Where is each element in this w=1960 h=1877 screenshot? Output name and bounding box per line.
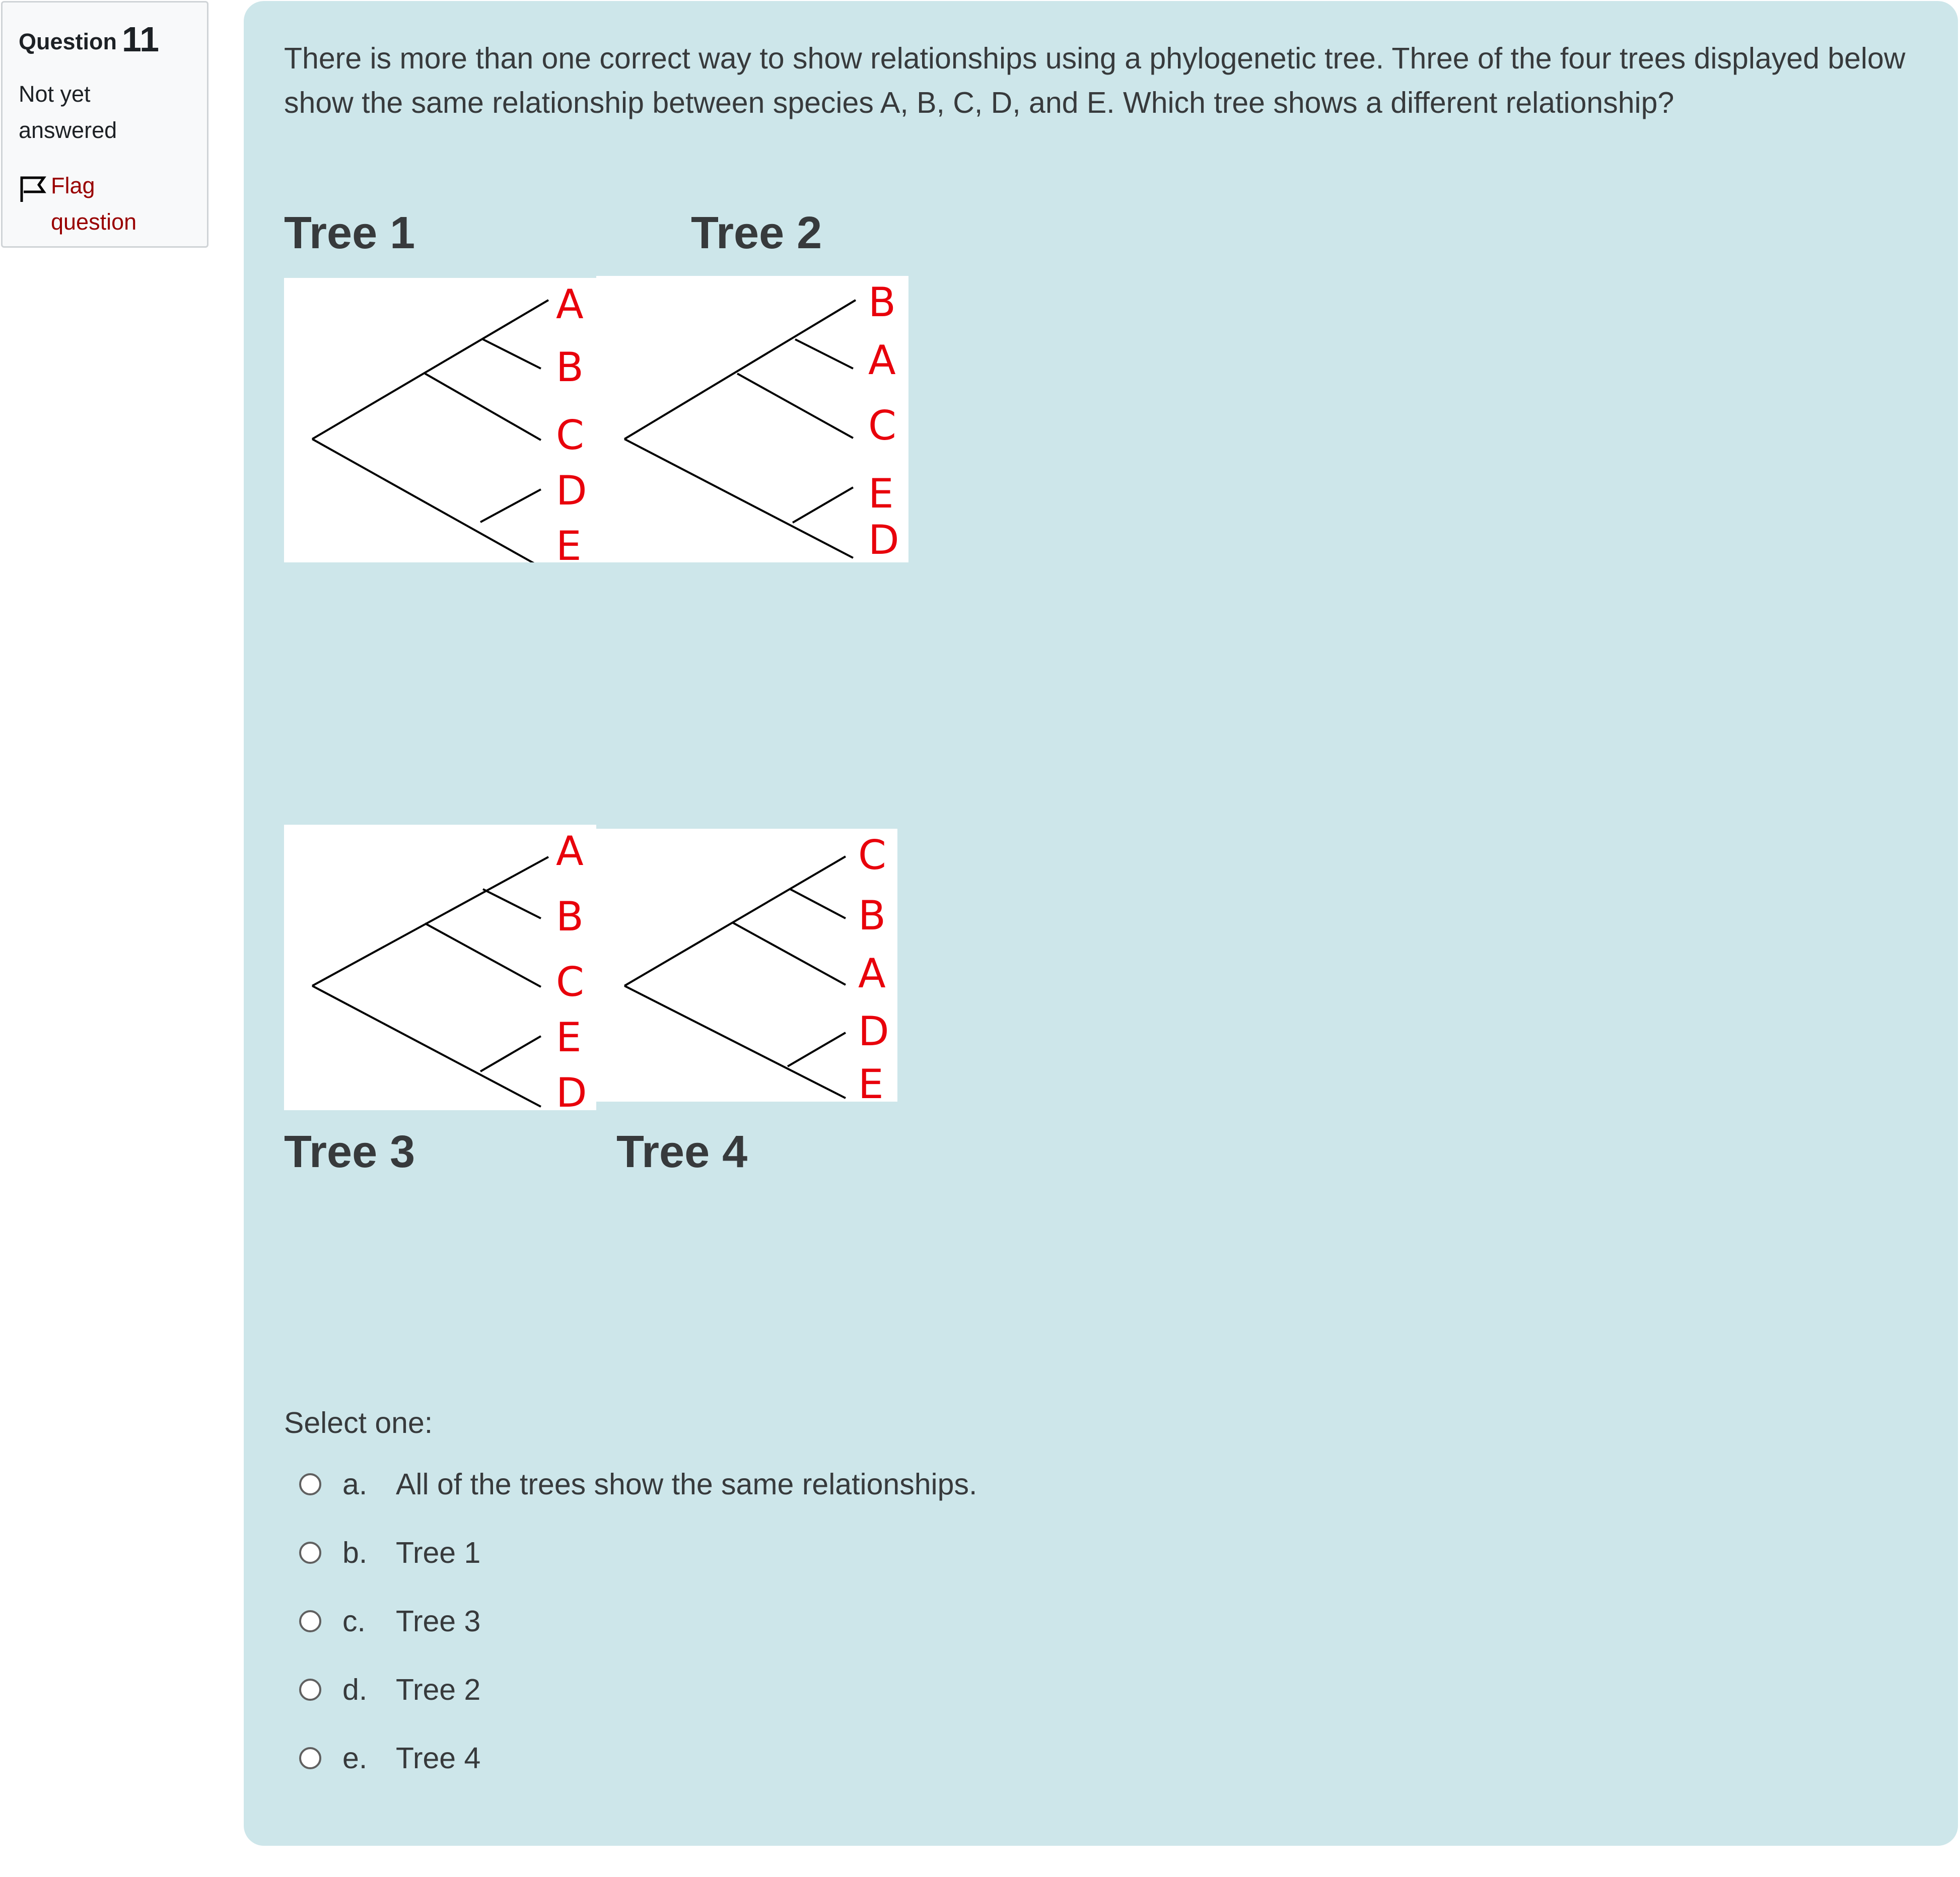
tree-4-svg xyxy=(596,829,897,1102)
question-word: Question xyxy=(19,29,117,54)
question-number-value: 11 xyxy=(122,20,160,59)
tree-1-title: Tree 1 xyxy=(284,208,415,258)
tree-1-leaf-4: D xyxy=(556,467,587,514)
tree-1-leaf-1: A xyxy=(556,281,584,328)
tree-1-diagram xyxy=(284,278,596,562)
tree-4-leaf-2: B xyxy=(858,892,886,939)
answer-option-d[interactable] xyxy=(299,1673,977,1741)
answer-option-e[interactable] xyxy=(299,1741,977,1810)
answer-option-a[interactable] xyxy=(299,1467,977,1536)
flag-icon xyxy=(19,175,48,204)
answer-option-b[interactable] xyxy=(299,1536,977,1604)
option-letter: a. xyxy=(342,1468,368,1501)
tree-3-leaf-3: C xyxy=(556,959,584,1005)
tree-3-leaf-2: B xyxy=(556,893,584,940)
flag-question-link[interactable] xyxy=(19,168,207,240)
tree-4-leaf-1: C xyxy=(858,832,886,879)
tree-2-diagram xyxy=(596,276,908,562)
option-letter: b. xyxy=(342,1536,368,1569)
tree-2-leaf-3: C xyxy=(868,402,896,449)
tree-3-leaf-4: E xyxy=(556,1014,582,1061)
question-text: There is more than one correct way to show relationships using a phylogenetic tree. Three of the four trees displayed below show the same relationship between species A, B, C, D, and E. Which tree shows a different relationship? xyxy=(284,42,1906,119)
answer-options xyxy=(299,1467,977,1810)
tree-3-svg xyxy=(284,825,596,1110)
radio-button[interactable] xyxy=(299,1747,321,1769)
radio-button[interactable] xyxy=(299,1542,321,1564)
question-content-panel xyxy=(244,1,1958,1846)
tree-3-leaf-5: D xyxy=(556,1069,587,1110)
radio-button[interactable] xyxy=(299,1679,321,1701)
question-number xyxy=(19,22,207,57)
tree-1-leaf-5: E xyxy=(556,523,582,562)
option-text[interactable]: All of the trees show the same relationships. xyxy=(396,1468,977,1501)
tree-2-branch xyxy=(624,300,856,558)
option-text[interactable]: Tree 1 xyxy=(396,1536,481,1569)
tree-4-leaf-4: D xyxy=(858,1008,889,1055)
flag-question-label[interactable]: Flag question xyxy=(51,173,137,235)
tree-2-svg xyxy=(596,276,908,562)
tree-4-branch xyxy=(624,856,846,1098)
answer-option-c[interactable] xyxy=(299,1604,977,1673)
tree-2-leaf-2: A xyxy=(868,337,896,384)
tree-3-diagram xyxy=(284,825,596,1110)
tree-4-leaf-3: A xyxy=(858,950,886,997)
radio-button[interactable] xyxy=(299,1473,321,1495)
tree-1-svg xyxy=(284,278,596,562)
option-text[interactable]: Tree 3 xyxy=(396,1605,481,1638)
option-letter: e. xyxy=(342,1742,368,1775)
option-text[interactable]: Tree 2 xyxy=(396,1673,481,1706)
question-state: Not yet answered xyxy=(19,81,117,143)
tree-3-title: Tree 3 xyxy=(284,1127,415,1177)
question-info-panel xyxy=(1,1,208,248)
tree-4-diagram xyxy=(596,829,897,1102)
tree-2-leaf-1: B xyxy=(868,279,896,326)
tree-4-title: Tree 4 xyxy=(616,1127,748,1177)
radio-button[interactable] xyxy=(299,1610,321,1632)
tree-3-leaf-1: A xyxy=(556,828,584,875)
tree-2-leaf-4: E xyxy=(868,470,894,517)
option-text[interactable]: Tree 4 xyxy=(396,1742,481,1775)
tree-2-leaf-5: D xyxy=(868,517,899,562)
tree-1-leaf-3: C xyxy=(556,412,584,459)
option-letter: d. xyxy=(342,1673,368,1706)
tree-1-leaf-2: B xyxy=(556,344,584,391)
tree-1-branch xyxy=(312,300,548,562)
tree-2-title: Tree 2 xyxy=(691,208,822,258)
option-letter: c. xyxy=(342,1605,366,1638)
tree-4-leaf-5: E xyxy=(858,1061,884,1102)
tree-3-branch xyxy=(312,857,548,1107)
select-one-prompt: Select one: xyxy=(284,1406,433,1439)
